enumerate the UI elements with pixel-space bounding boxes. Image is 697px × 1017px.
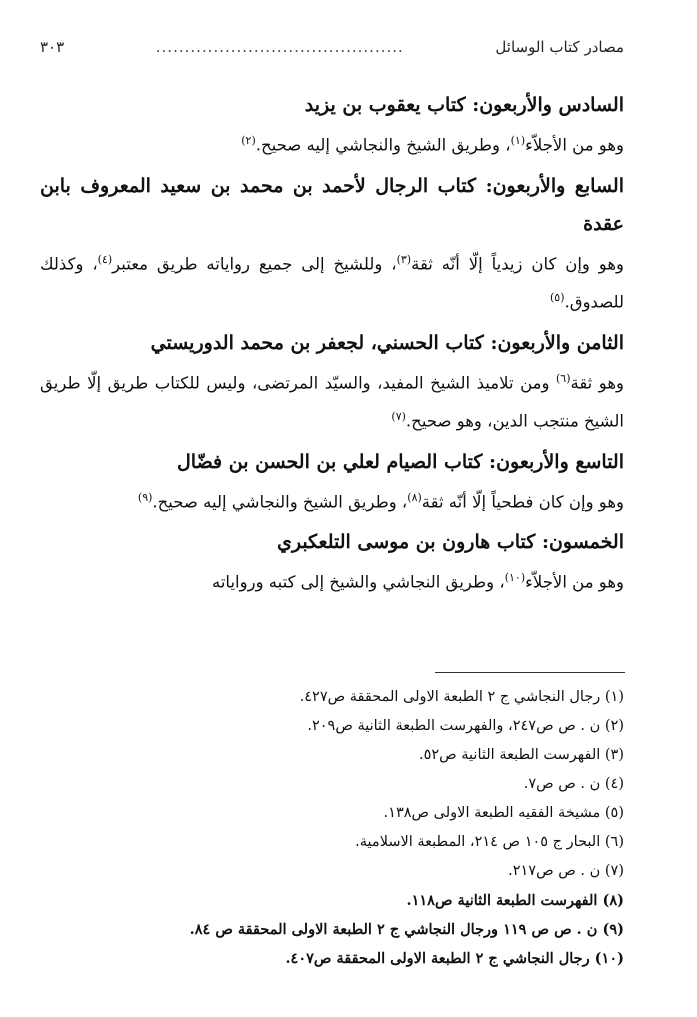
- leader-dots: ...........................................: [155, 38, 404, 56]
- section-paragraph: وهو وإن كان زيدياً إلّا أنّه ثقة$^{(٣)}$، وللشيخ إلى جميع رواياته طريق معتبر$^{(٤)}$، وكذلك للصدوق.$^{(٥)}$: [40, 252, 624, 312]
- section-heading: السادس والأربعون: كتاب يعقوب بن يزيد: [304, 94, 624, 116]
- main-text: [40, 86, 624, 600]
- footnote: (٨) الفهرست الطبعة الثانية ص١١٨.: [406, 892, 624, 909]
- footnote-ref: (٣): [396, 252, 412, 266]
- footnote: (١٠) رجال النجاشي ج ٢ الطبعة الاولى المحققة ص٤٠٧.: [285, 950, 624, 967]
- footnote-ref: (١٠): [504, 571, 526, 584]
- page: [40, 38, 624, 604]
- section-heading: الخمسون: كتاب هارون بن موسى التلعكبري: [276, 531, 624, 553]
- page-number: ٣٠٣: [40, 38, 65, 56]
- footnote: (١) رجال النجاشي ج ٢ الطبعة الاولى المحققة ص٤٢٧.: [299, 689, 624, 705]
- footnote: (٥) مشيخة الفقيه الطبعة الاولى ص١٣٨.: [383, 805, 624, 821]
- footnote-ref: (٧): [391, 410, 406, 423]
- footnote-ref: (٢): [241, 134, 256, 147]
- section-paragraph: وهو من الأجلاّء$^{(١٠)}$، وطريق النجاشي والشيخ إلى كتبه ورواياته: [211, 571, 624, 592]
- footnote-ref: (٤): [97, 252, 113, 266]
- running-title: مصادر كتاب الوسائل: [495, 38, 624, 56]
- footnote: (٩) ن . ص ص ١١٩ ورجال النجاشي ج ٢ الطبعة الاولى المحققة ص ٨٤.: [189, 921, 624, 938]
- section-heading: التاسع والأربعون: كتاب الصيام لعلي بن الحسن بن فضّال: [176, 450, 624, 473]
- footnote: (٤) ن . ص ص٧.: [523, 776, 624, 792]
- footnote: (٢) ن . ص ص٢٤٧، والفهرست الطبعة الثانية ص٢٠٩.: [307, 718, 624, 734]
- footnote: (٦) البحار ج ١٠٥ ص ٢١٤، المطبعة الاسلامية.: [355, 834, 624, 850]
- footnote: (٣) الفهرست الطبعة الثانية ص٥٢.: [418, 747, 624, 763]
- footnote-ref: (١): [510, 134, 526, 147]
- running-header: [40, 38, 624, 68]
- footnotes: [40, 683, 624, 973]
- footnote: (٧) ن . ص ص٢١٧.: [508, 863, 624, 879]
- section-paragraph: وهو وإن كان فطحياً إلّا أنّه ثقة$^{(٨)}$، وطريق الشيخ والنجاشي إليه صحيح.$^{(٩)}$: [137, 490, 624, 511]
- footnote-ref: (٦): [555, 371, 571, 385]
- footnote-ref: (٩): [137, 490, 153, 504]
- section-heading: الثامن والأربعون: كتاب الحسني، لجعفر بن محمد الدوريستي: [150, 331, 624, 354]
- footnote-separator: [435, 672, 625, 673]
- section-heading: السابع والأربعون: كتاب الرجال لأحمد بن محمد بن سعيد المعروف بابن عقدة: [40, 174, 624, 235]
- section-paragraph: وهو من الأجلاّء$^{(١)}$، وطريق الشيخ والنجاشي إليه صحيح.$^{(٢)}$: [241, 134, 624, 155]
- section-paragraph: وهو ثقة$^{(٦)}$ ومن تلاميذ الشيخ المفيد، والسيّد المرتضى، وليس للكتاب طريق إلّا طريق الشيخ منتجب الدين، وهو صحيح.$^{(٧)}$: [40, 371, 624, 431]
- footnote-ref: (٥): [550, 291, 565, 304]
- footnote-ref: (٨): [407, 490, 422, 504]
